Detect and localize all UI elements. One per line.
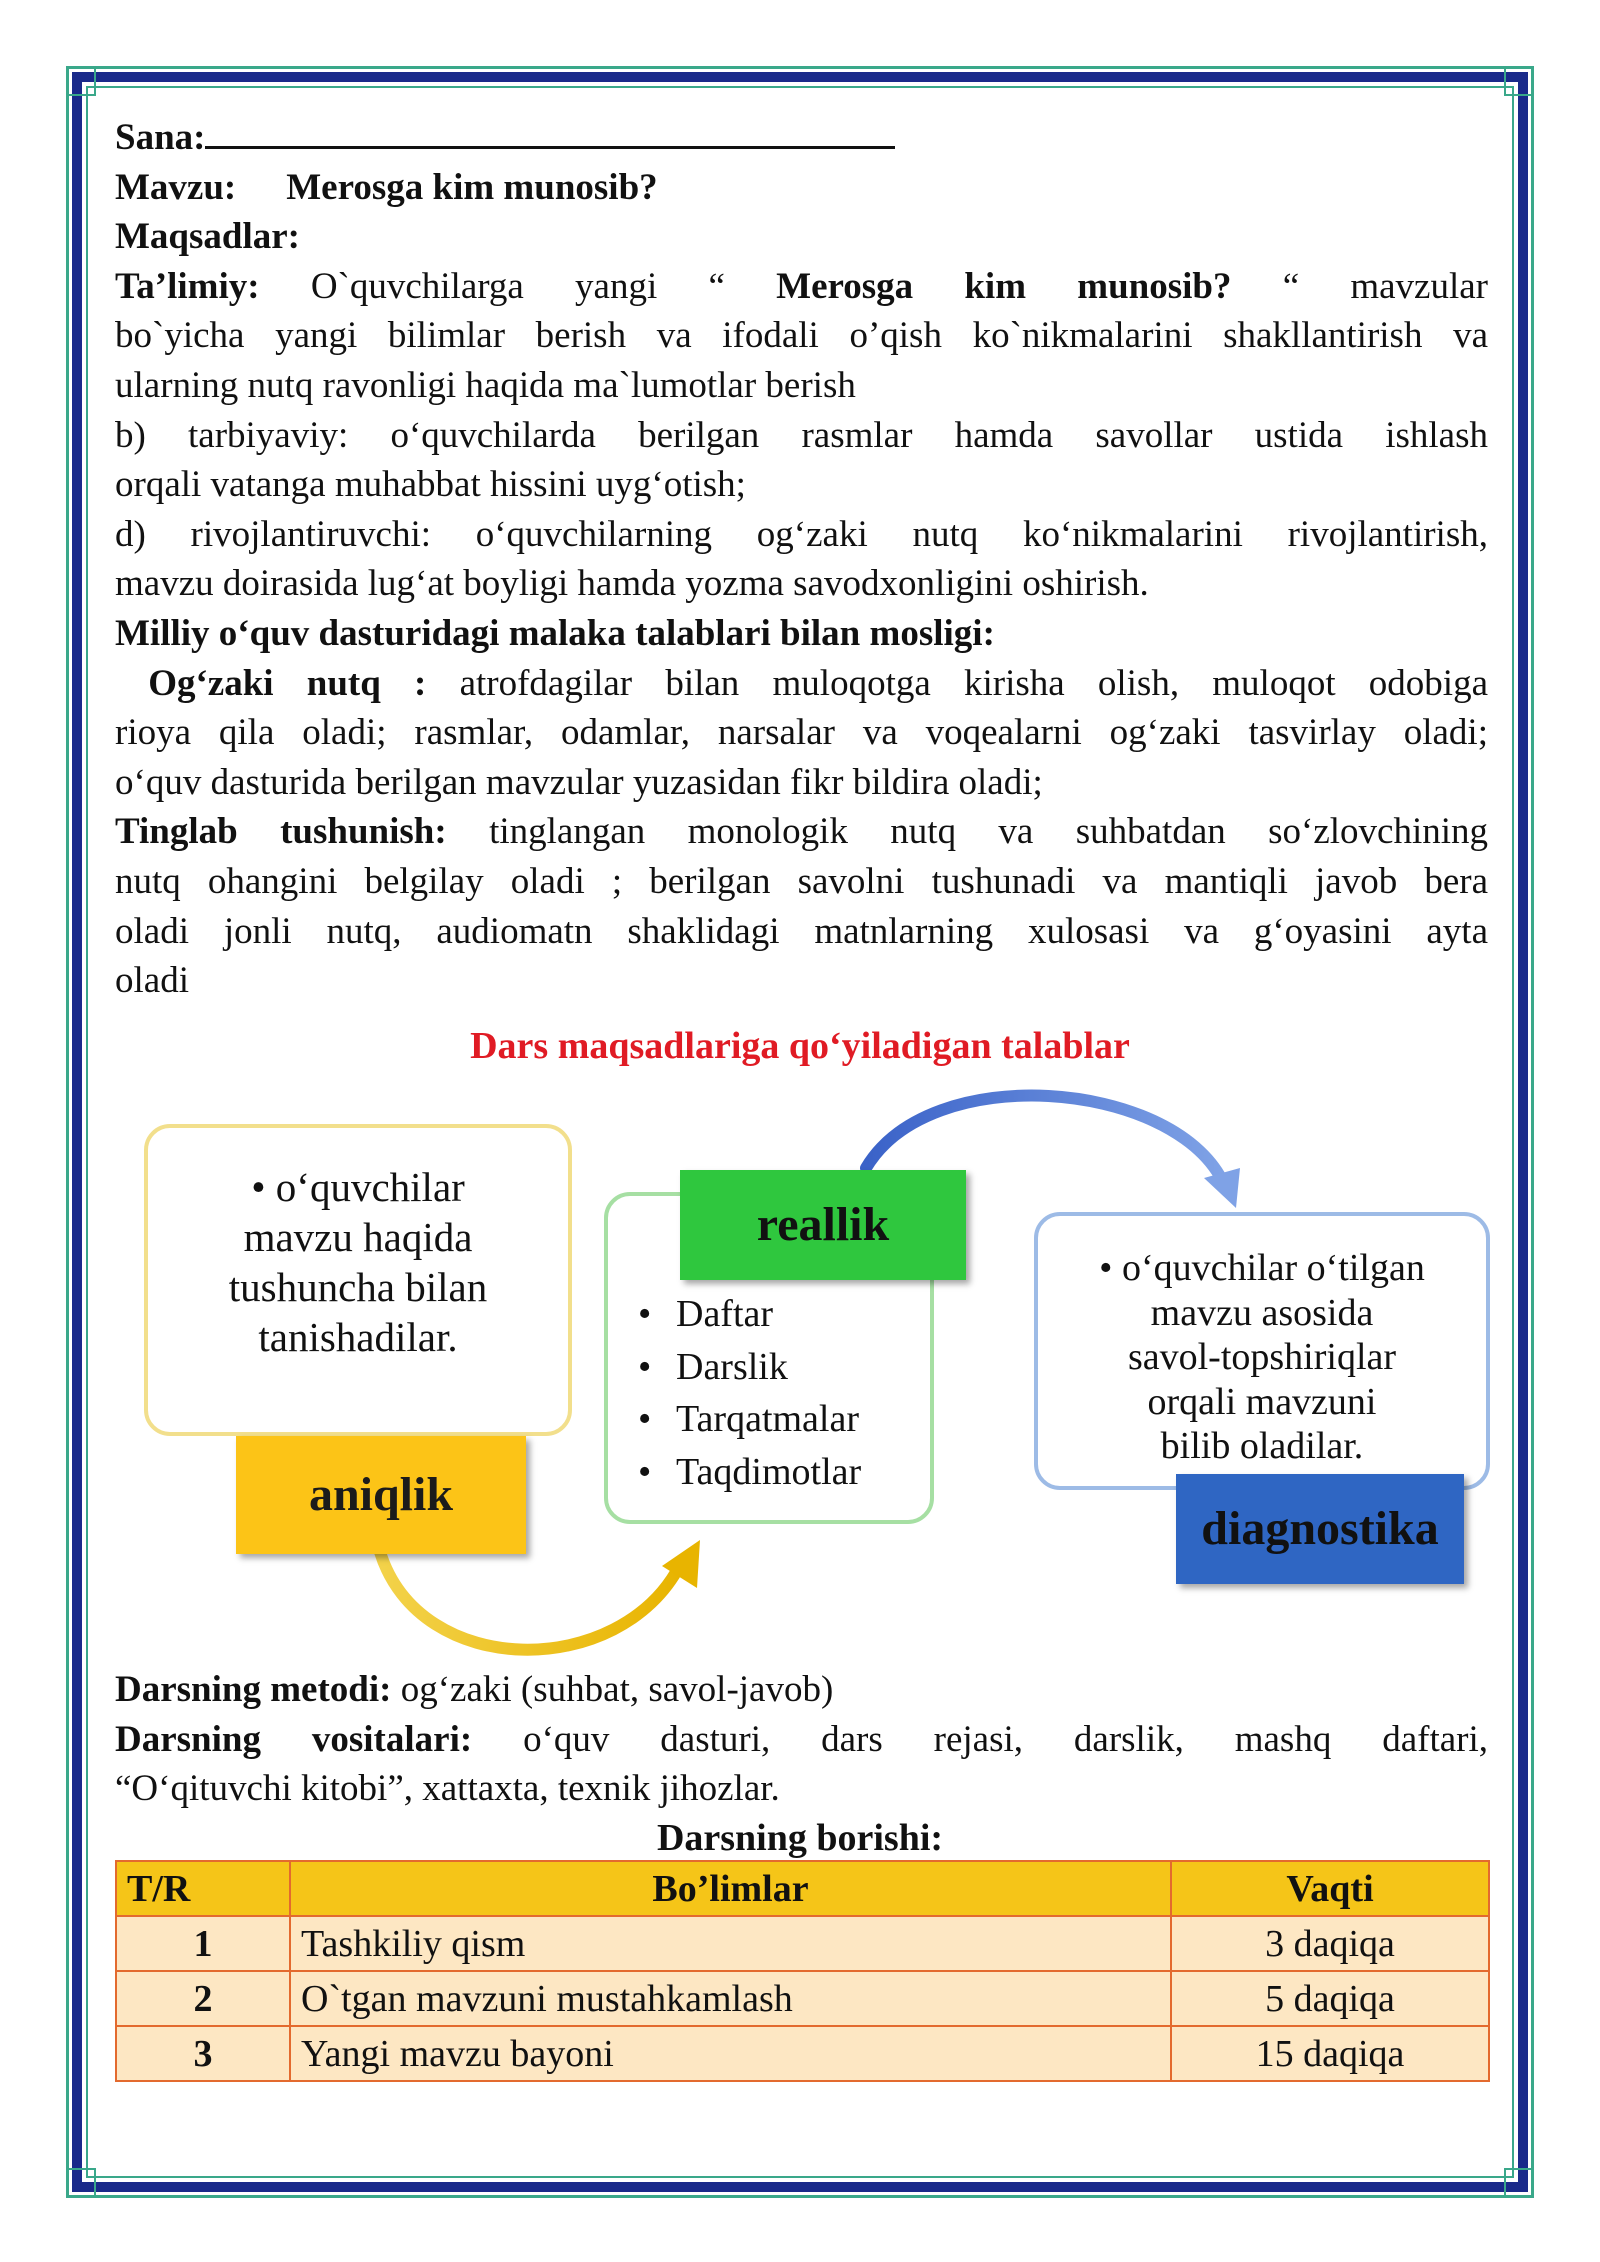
table-row bbox=[116, 2026, 1489, 2081]
section-time: 5 daqiqa bbox=[1171, 1971, 1489, 2026]
section-time: 3 daqiqa bbox=[1171, 1916, 1489, 1971]
listening-line-4: oladi bbox=[115, 960, 189, 1002]
lesson-methods bbox=[115, 1665, 1488, 1814]
speaking-line-3: o‘quv dasturida berilgan mavzular yuzasidan fikr bildira oladi; bbox=[115, 761, 1043, 803]
section-name: Yangi mavzu bayoni bbox=[290, 2026, 1171, 2081]
listening-label: Tinglab tushunish: bbox=[115, 811, 447, 853]
frame-corner-ornament bbox=[66, 2168, 96, 2198]
column-header: Vaqti bbox=[1171, 1861, 1489, 1916]
section-name: Tashkiliy qism bbox=[290, 1916, 1171, 1971]
upbringing-goal-line-2: orqali vatanga muhabbat hissini uyg‘otish; bbox=[115, 464, 746, 506]
frame-corner-ornament bbox=[1504, 66, 1534, 96]
topic-label: Mavzu: bbox=[115, 166, 237, 208]
frame-corner-ornament bbox=[66, 66, 96, 96]
tag-aniqlik: aniqlik bbox=[236, 1436, 526, 1554]
goals-heading: Maqsadlar: bbox=[115, 216, 300, 258]
listening-line-2: nutq ohangini belgilay oladi ; berilgan savolni tushunadi va mantiqli javob bera bbox=[115, 860, 1488, 902]
list-item: • Daftar bbox=[638, 1288, 861, 1341]
development-goal-line-1: d) rivojlantiruvchi: o‘quvchilarning og‘zaki nutq ko‘nikmalarini rivojlantirish, bbox=[115, 513, 1488, 555]
listening-line-1: Tinglab tushunish: tinglangan monologik nutq va suhbatdan so‘zlovchining bbox=[115, 811, 1489, 853]
row-number: 3 bbox=[116, 2026, 290, 2081]
upbringing-goal-line-1: b) tarbiyaviy: o‘quvchilarda berilgan rasmlar hamda savollar ustida ishlash bbox=[115, 414, 1488, 456]
diagram-box-diagnostika: • o‘quvchilar o‘tilgan mavzu asosida savol-topshiriqlar orqali mavzuni bilib oladilar. bbox=[1034, 1212, 1490, 1490]
column-header: T/R bbox=[116, 1861, 290, 1916]
tools-line-2: “O‘qituvchi kitobi”, xattaxta, texnik jihozlar. bbox=[115, 1768, 780, 1810]
date-label: Sana: bbox=[115, 117, 206, 158]
development-goal-line-2: mavzu doirasida lug‘at boyligi hamda yozma savodxonligini oshirish. bbox=[115, 563, 1149, 605]
topic-value: Merosga kim munosib? bbox=[286, 166, 658, 208]
section-name: O`tgan mavzuni mustahkamlash bbox=[290, 1971, 1171, 2026]
lesson-flow-title: Darsning borishi: bbox=[656, 1817, 944, 1859]
educational-goal-line-1: Ta’limiy: O`quvchilarga yangi “ Merosga kim munosib? “ mavzular bbox=[115, 265, 1488, 307]
diagram-title: Dars maqsadlariga qo‘yiladigan talablar bbox=[470, 1025, 1130, 1067]
column-header: Bo’limlar bbox=[290, 1861, 1171, 1916]
method-line bbox=[115, 1665, 1488, 1715]
speaking-line-2: rioya qila oladi; rasmlar, odamlar, narsalar va voqealarni og‘zaki tasvirlay oladi; bbox=[115, 712, 1488, 754]
reallik-list bbox=[638, 1288, 861, 1498]
method-label: Darsning metodi: bbox=[115, 1669, 392, 1710]
educational-goal-label: Ta’limiy: bbox=[115, 265, 260, 307]
tools-line-1: Darsning vositalari: o‘quv dasturi, dars rejasi, darslik, mashq daftari, bbox=[115, 1718, 1489, 1760]
educational-goal-line-2: bo`yicha yangi bilimlar berish va ifodali o’qish ko`nikmalarini shakllantirish va bbox=[115, 315, 1488, 357]
method-value: og‘zaki (suhbat, savol-javob) bbox=[400, 1669, 834, 1710]
date-line bbox=[115, 112, 1488, 163]
list-item: • Taqdimotlar bbox=[638, 1446, 861, 1499]
list-item: • Darslik bbox=[638, 1341, 861, 1394]
row-number: 1 bbox=[116, 1916, 290, 1971]
lesson-header bbox=[115, 112, 1488, 1006]
section-time: 15 daqiqa bbox=[1171, 2026, 1489, 2081]
standards-heading: Milliy o‘quv dasturidagi malaka talablari bilan mosligi: bbox=[115, 612, 995, 654]
speaking-line-1: Og‘zaki nutq : atrofdagilar bilan muloqotga kirisha olish, muloqot odobiga bbox=[148, 662, 1489, 704]
row-number: 2 bbox=[116, 1971, 290, 2026]
table-row bbox=[116, 1916, 1489, 1971]
lesson-plan-table bbox=[115, 1860, 1490, 2082]
educational-goal-topic: Merosga kim munosib? bbox=[776, 265, 1232, 307]
speaking-label: Og‘zaki nutq : bbox=[148, 662, 427, 704]
educational-goal-line-3: ularning nutq ravonligi haqida ma`lumotlar berish bbox=[115, 364, 856, 406]
list-item: • Tarqatmalar bbox=[638, 1393, 861, 1446]
tag-diagnostika: diagnostika bbox=[1176, 1474, 1464, 1584]
tools-label: Darsning vositalari: bbox=[115, 1718, 473, 1760]
table-header-row bbox=[116, 1861, 1489, 1916]
listening-line-3: oladi jonli nutq, audiomatn shaklidagi matnlarning xulosasi va g‘oyasini ayta bbox=[115, 910, 1488, 952]
diagram-box-aniqlik: • o‘quvchilar mavzu haqida tushuncha bilan tanishadilar. bbox=[144, 1124, 572, 1436]
topic-line bbox=[115, 163, 1488, 213]
frame-corner-ornament bbox=[1504, 2168, 1534, 2198]
date-blank-field bbox=[205, 112, 895, 149]
table-row bbox=[116, 1971, 1489, 2026]
tag-reallik: reallik bbox=[680, 1170, 966, 1280]
